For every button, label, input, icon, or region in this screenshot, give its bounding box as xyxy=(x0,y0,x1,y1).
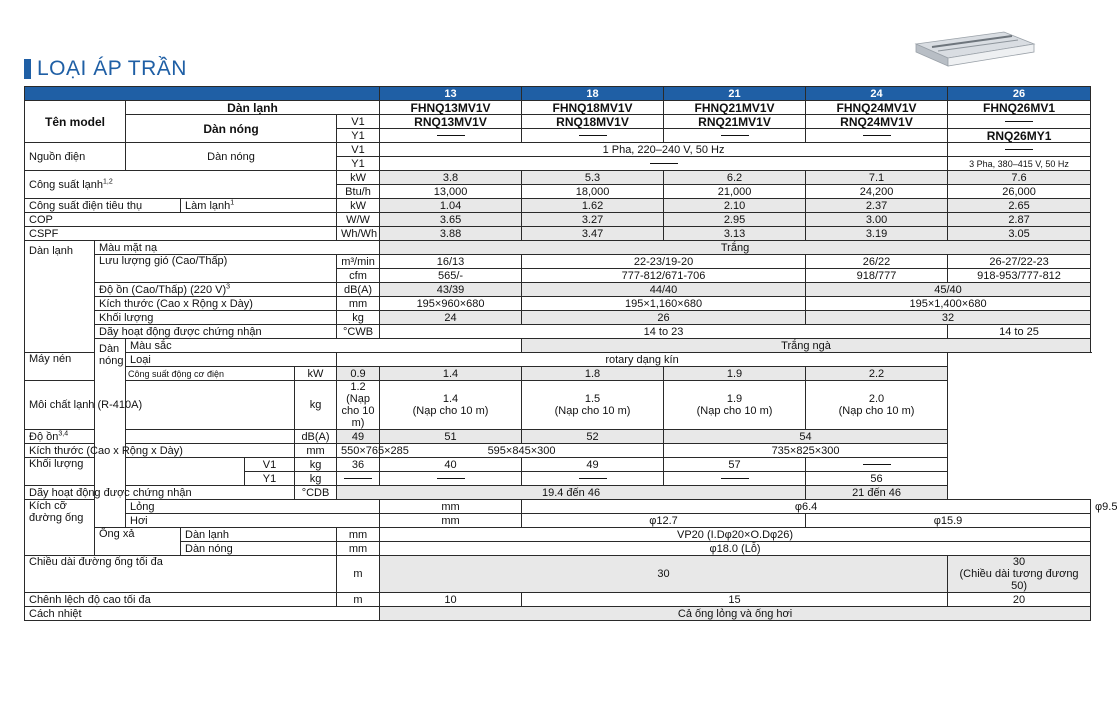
power-v1-value: 1 Pha, 220–240 V, 50 Hz xyxy=(380,143,948,157)
indoor-weight: 26 xyxy=(522,311,806,325)
unit-m: m xyxy=(337,593,380,607)
indoor-model: FHNQ26MV1 xyxy=(948,101,1091,115)
not-available-dash xyxy=(664,129,806,143)
motor-row xyxy=(25,367,1091,381)
indoor-dim: 195×960×680 xyxy=(380,297,522,311)
outdoor-noise: 51 xyxy=(380,430,522,444)
cop-value: 2.87 xyxy=(948,213,1091,227)
power-sub-label: Dàn nóng xyxy=(126,143,337,171)
cspf-row xyxy=(25,227,1091,241)
max-height: 20 xyxy=(948,593,1091,607)
cspf-label: CSPF xyxy=(25,227,337,241)
capacity-btu: 13,000 xyxy=(380,185,522,199)
pipe-liquid-label: Lỏng xyxy=(126,500,380,514)
outdoor-dim: 735×825×300 xyxy=(664,444,948,458)
cspf-value: 3.47 xyxy=(522,227,664,241)
cspf-value: 3.05 xyxy=(948,227,1091,241)
y1-label: Y1 xyxy=(337,129,380,143)
airflow-cfm: 565/- xyxy=(380,269,522,283)
unit-kg: kg xyxy=(295,381,337,430)
unit-kg: kg xyxy=(295,472,337,486)
page-title xyxy=(24,56,187,82)
unit-mm: mm xyxy=(380,514,522,528)
unit-m3min: m³/min xyxy=(337,255,380,269)
insulation-row xyxy=(25,607,1091,621)
outdoor-dim: 595×845×300 xyxy=(380,444,664,458)
panel-value: Trắng xyxy=(380,241,1091,255)
capacity-kw-row xyxy=(25,171,1091,185)
airflow-cfm: 777-812/671-706 xyxy=(522,269,806,283)
indoor-dim: 195×1,160×680 xyxy=(522,297,806,311)
pipe-drain-out-row xyxy=(25,542,1091,556)
title-accent-bar xyxy=(24,59,31,79)
pipe-liquid: φ6.4 xyxy=(522,500,1091,514)
consumption-value: 2.65 xyxy=(948,199,1091,213)
cspf-value: 3.88 xyxy=(380,227,522,241)
consumption-label: Công suất điện tiêu thụ xyxy=(25,199,181,213)
indoor-weight: 24 xyxy=(380,311,522,325)
unit-mm: mm xyxy=(337,542,380,556)
max-height-label: Chênh lệch độ cao tối đa xyxy=(25,593,337,607)
consumption-value: 2.37 xyxy=(806,199,948,213)
unit-m: m xyxy=(337,556,380,593)
unit-dba: dB(A) xyxy=(295,430,337,444)
outdoor-weight-y1: 56 xyxy=(806,472,948,486)
motor-value: 1.9 xyxy=(664,367,806,381)
capacity-kw: 7.6 xyxy=(948,171,1091,185)
outdoor-dim-label: Kích thước (Cao x Rộng x Dày) xyxy=(25,444,295,458)
outdoor-model: RNQ24MV1V xyxy=(806,115,948,129)
capacity-btu: 18,000 xyxy=(522,185,664,199)
refrigerant-label: Môi chất lạnh (R-410A) xyxy=(25,381,295,430)
pipe-gas: φ15.9 xyxy=(806,514,1091,528)
indoor-model: FHNQ18MV1V xyxy=(522,101,664,115)
airflow-cfm: 918-953/777-812 xyxy=(948,269,1091,283)
header-blank xyxy=(25,87,380,101)
pipe-drain-in-row xyxy=(25,528,1091,542)
piping-label: Kích cỡ đường ống xyxy=(25,500,95,556)
not-available-dash xyxy=(806,129,948,143)
compressor-label: Máy nén xyxy=(25,353,126,381)
motor-value: 2.2 xyxy=(806,367,948,381)
insulation-label: Cách nhiệt xyxy=(25,607,380,621)
ceiling-unit-illustration xyxy=(908,22,1038,72)
unit-whwh: Wh/Wh xyxy=(337,227,380,241)
unit-dba: dB(A) xyxy=(337,283,380,297)
indoor-model: FHNQ24MV1V xyxy=(806,101,948,115)
cop-row xyxy=(25,213,1091,227)
model-label: Tên model xyxy=(25,101,126,143)
consumption-value: 1.62 xyxy=(522,199,664,213)
v1-label: V1 xyxy=(337,115,380,129)
outdoor-color-value: Trắng ngà xyxy=(522,339,1091,353)
power-v1-row xyxy=(25,143,1091,157)
indoor-noise-label: Độ ồn (Cao/Thấp) (220 V)$^3$ xyxy=(95,283,337,297)
y1-label: Y1 xyxy=(337,157,380,171)
pipe-drain-in-label: Dàn lạnh xyxy=(181,528,337,542)
indoor-model: FHNQ21MV1V xyxy=(664,101,806,115)
model-outdoor-v1-row xyxy=(25,115,1091,129)
model-indoor-label: Dàn lạnh xyxy=(126,101,380,115)
indoor-range-label: Dãy hoạt động được chứng nhận xyxy=(95,325,337,339)
refrigerant-value: 1.4 (Nạp cho 10 m) xyxy=(380,381,522,430)
outdoor-noise: 52 xyxy=(522,430,664,444)
not-available-dash xyxy=(380,157,948,171)
outdoor-range-row xyxy=(25,486,1091,500)
pipe-gas: φ12.7 xyxy=(522,514,806,528)
pipe-drain-out: φ18.0 (Lỗ) xyxy=(380,542,1091,556)
header-col: 13 xyxy=(380,87,522,101)
outdoor-weight: 57 xyxy=(664,458,806,472)
airflow-m3: 26-27/22-23 xyxy=(948,255,1091,269)
indoor-noise-row xyxy=(25,283,1091,297)
capacity-btu: 24,200 xyxy=(806,185,948,199)
header-col: 18 xyxy=(522,87,664,101)
indoor-range-row xyxy=(25,325,1091,339)
power-label: Nguồn điện xyxy=(25,143,126,171)
motor-value: 1.4 xyxy=(380,367,522,381)
header-row xyxy=(25,87,1091,101)
not-available-dash xyxy=(522,472,664,486)
outdoor-model: RNQ13MV1V xyxy=(380,115,522,129)
motor-value: 0.9 xyxy=(337,367,380,381)
indoor-weight: 32 xyxy=(806,311,1091,325)
model-indoor-row xyxy=(25,101,1091,115)
refrigerant-value: 1.2 (Nạp cho 10 m) xyxy=(337,381,380,430)
max-length-row xyxy=(25,556,1091,593)
outdoor-weight: 49 xyxy=(522,458,664,472)
compressor-type-value: rotary dạng kín xyxy=(337,353,948,367)
refrigerant-value: 2.0 (Nạp cho 10 m) xyxy=(806,381,948,430)
indoor-dim: 195×1,400×680 xyxy=(806,297,1091,311)
unit-cwb: °CWB xyxy=(337,325,380,339)
indoor-range: 14 to 23 xyxy=(380,325,948,339)
unit-cdb: °CDB xyxy=(295,486,337,500)
refrigerant-row xyxy=(25,381,1091,430)
indoor-panel-row xyxy=(25,241,1091,255)
outdoor-dim: 550×765×285 xyxy=(337,444,380,458)
model-outdoor-label: Dàn nóng xyxy=(126,115,337,143)
outdoor-noise-row xyxy=(25,430,1091,444)
outdoor-noise: 49 xyxy=(337,430,380,444)
unit-kg: kg xyxy=(337,311,380,325)
power-y1-value: 3 Pha, 380–415 V, 50 Hz xyxy=(948,157,1091,171)
pipe-liquid-row: Kích cỡ đường ống Lỏng mm φ6.4 φ9.5 xyxy=(25,500,1091,514)
consumption-sub: Làm lạnh$^1$ xyxy=(181,199,337,213)
cop-value: 3.65 xyxy=(380,213,522,227)
indoor-range: 14 to 25 xyxy=(948,325,1091,339)
cspf-value: 3.13 xyxy=(664,227,806,241)
indoor-dim-row xyxy=(25,297,1091,311)
airflow-m3: 22-23/19-20 xyxy=(522,255,806,269)
outdoor-weight-v1-row xyxy=(25,458,1091,472)
motor-label: Công suất động cơ điện xyxy=(126,367,295,381)
compressor-type-label: Loại xyxy=(126,353,337,367)
capacity-label: Công suất lạnh$^{1,2}$ xyxy=(25,171,337,199)
consumption-row xyxy=(25,199,1091,213)
header-col: 21 xyxy=(664,87,806,101)
panel-label: Màu mặt nạ xyxy=(95,241,380,255)
outdoor-weight: 36 xyxy=(337,458,380,472)
not-available-dash xyxy=(380,129,522,143)
unit-mm: mm xyxy=(337,528,380,542)
airflow-cfm: 918/777 xyxy=(806,269,948,283)
not-available-dash xyxy=(664,472,806,486)
indoor-model: FHNQ13MV1V xyxy=(380,101,522,115)
refrigerant-value: 1.5 (Nạp cho 10 m) xyxy=(522,381,664,430)
max-height: 15 xyxy=(522,593,948,607)
capacity-kw: 3.8 xyxy=(380,171,522,185)
outdoor-model: RNQ18MV1V xyxy=(522,115,664,129)
unit-mm: mm xyxy=(295,444,337,458)
insulation-value: Cả ống lỏng và ống hơi xyxy=(380,607,1091,621)
title-text: LOẠI ÁP TRẦN xyxy=(37,57,187,80)
capacity-btu: 26,000 xyxy=(948,185,1091,199)
indoor-airflow-m3-row xyxy=(25,255,1091,269)
outdoor-weight-label: Khối lượng xyxy=(25,458,245,486)
spec-table xyxy=(24,86,1117,621)
max-height: 10 xyxy=(380,593,522,607)
capacity-kw: 6.2 xyxy=(664,171,806,185)
pipe-drain-out-label: Dàn nóng xyxy=(181,542,337,556)
consumption-value: 2.10 xyxy=(664,199,806,213)
v1-label: V1 xyxy=(245,458,295,472)
outdoor-noise-label: Độ ồn$^{3,4}$ xyxy=(25,430,295,444)
not-available-dash xyxy=(806,458,948,472)
indoor-weight-row xyxy=(25,311,1091,325)
outdoor-dim-row xyxy=(25,444,1091,458)
outdoor-range-label: Dãy hoạt động được chứng nhận xyxy=(25,486,295,500)
indoor-noise: 44/40 xyxy=(522,283,806,297)
outdoor-range: 19.4 đến 46 xyxy=(337,486,806,500)
unit-kw: kW xyxy=(295,367,337,381)
outdoor-noise: 54 xyxy=(664,430,948,444)
unit-cfm: cfm xyxy=(337,269,380,283)
unit-kg: kg xyxy=(295,458,337,472)
cop-value: 3.27 xyxy=(522,213,664,227)
not-available-dash xyxy=(522,129,664,143)
unit-ww: W/W xyxy=(337,213,380,227)
airflow-m3: 16/13 xyxy=(380,255,522,269)
pipe-drain-in: VP20 (I.Dφ20×O.Dφ26) xyxy=(380,528,1091,542)
capacity-kw: 5.3 xyxy=(522,171,664,185)
unit-kw: kW xyxy=(337,199,380,213)
not-available-dash xyxy=(380,472,522,486)
outdoor-color-row xyxy=(25,339,1091,353)
unit-kw: kW xyxy=(337,171,380,185)
cop-label: COP xyxy=(25,213,337,227)
airflow-m3: 26/22 xyxy=(806,255,948,269)
pipe-gas-row xyxy=(25,514,1091,528)
outdoor-model-y1: RNQ26MY1 xyxy=(948,129,1091,143)
not-available-dash xyxy=(948,143,1091,157)
outdoor-range: 21 đến 46 xyxy=(806,486,948,500)
indoor-weight-label: Khối lượng xyxy=(95,311,337,325)
y1-label: Y1 xyxy=(245,472,295,486)
header-col: 24 xyxy=(806,87,948,101)
not-available-dash xyxy=(948,115,1091,129)
pipe-gas-label: Hơi xyxy=(126,514,380,528)
unit-btu: Btu/h xyxy=(337,185,380,199)
cop-value: 3.00 xyxy=(806,213,948,227)
indoor-noise: 45/40 xyxy=(806,283,1091,297)
max-length-label: Chiều dài đường ống tối đa xyxy=(25,556,337,593)
refrigerant-value: 1.9 (Nạp cho 10 m) xyxy=(664,381,806,430)
unit-mm: mm xyxy=(337,297,380,311)
cop-value: 2.95 xyxy=(664,213,806,227)
compressor-type-row xyxy=(25,353,1091,367)
outdoor-section-label: Dàn nóng xyxy=(95,339,126,528)
outdoor-weight: 40 xyxy=(380,458,522,472)
outdoor-color-label: Màu sắc xyxy=(126,339,522,353)
consumption-value: 1.04 xyxy=(380,199,522,213)
indoor-noise: 43/39 xyxy=(380,283,522,297)
max-length: 30 xyxy=(380,556,948,593)
indoor-dim-label: Kích thước (Cao x Rộng x Dày) xyxy=(95,297,337,311)
capacity-kw: 7.1 xyxy=(806,171,948,185)
unit-mm: mm xyxy=(380,500,522,514)
max-length-26: 30 (Chiều dài tương đương 50) xyxy=(948,556,1091,593)
not-available-dash xyxy=(337,472,380,486)
outdoor-model: RNQ21MV1V xyxy=(664,115,806,129)
header-col: 26 xyxy=(948,87,1091,101)
motor-value: 1.8 xyxy=(522,367,664,381)
max-height-row xyxy=(25,593,1091,607)
pipe-drain-label: Ống xả xyxy=(95,528,181,556)
capacity-btu: 21,000 xyxy=(664,185,806,199)
cspf-value: 3.19 xyxy=(806,227,948,241)
v1-label: V1 xyxy=(337,143,380,157)
indoor-section-label: Dàn lạnh xyxy=(25,241,95,353)
airflow-label: Lưu lượng gió (Cao/Thấp) xyxy=(95,255,337,283)
